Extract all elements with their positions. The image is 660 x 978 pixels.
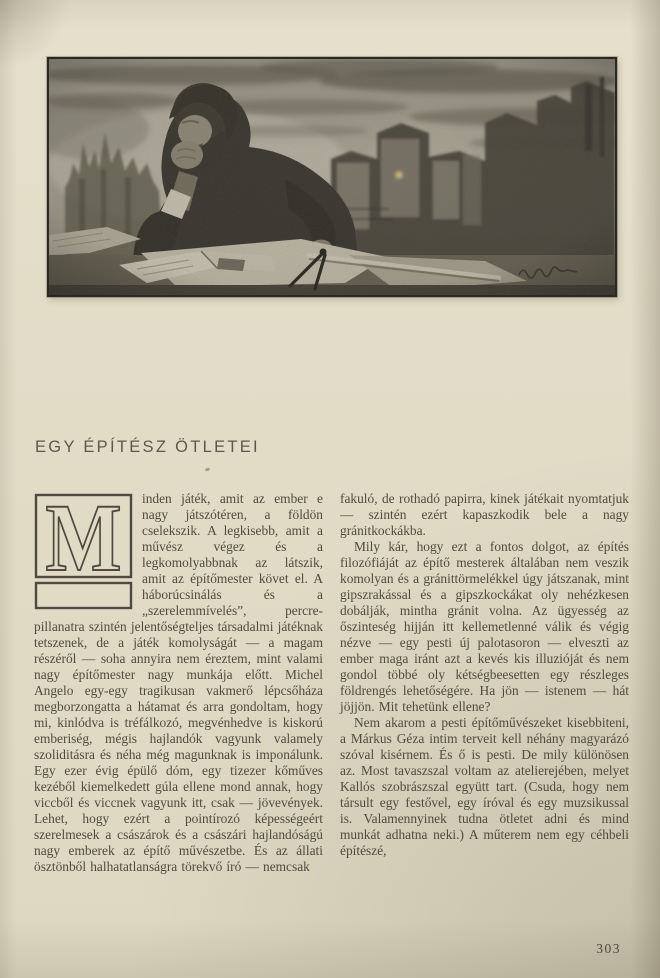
paragraph-nem-akarom: Nem akarom a pesti építőművészeket kisebbiteni, a Márkus Géza intim terveit kell néhány magyarázó szóval kisérnem. És ő is pesti. De mily különösen az. Most tavaszszal voltam az atelierejében, melyet Kallós szobrászszal együtt tart. (Csuda, hogy nem társult egy festővel, egy íróval és egy muzsikussal is. Valamennyinek tudna ötletet adni és mind munkát adhatna neki.) A műterem nem egy céhbeli építészé, bbox=[340, 715, 629, 858]
paragraph-mily-kar: Mily kár, hogy ezt a fontos dolgot, az építés filozófiáját az építő mesterek általában nem veszik komolyan és a gránittörmelékkel úgy játszanak, mint gipszrakással és a gipszkockákat oly nehézkesen dobálják, mintha gránit volna. Az ügyesség az őszinteség hijján itt kellemetlenné válik és végig nézve — egy pesti új palotasoron — elveszti az ember maga iránt azt a kevés kis illuzióját és nem gondol többé oly kétségbeesetten egy részleges földrengés lehetőségére. Ha jön — istenem — hát jöjjön. Mit tehetünk ellene? bbox=[340, 539, 629, 714]
paragraph-continuation: fakuló, de rothadó papirra, kinek játékait nyomtatjuk — szintén ezért kapaszkodik bele a nagy gránitkockákba. bbox=[340, 491, 629, 538]
headpiece-illustration bbox=[47, 57, 617, 297]
print-grain bbox=[49, 59, 615, 295]
drop-cap-initial bbox=[34, 493, 133, 610]
opening-paragraph-text: inden játék, amit az ember e nagy játszótéren, a földön cselekszik. A legkisebb, amit a művész végez és a legkomolyabbnak az látszik, amit az építőmester követ el. A háborúcsinálás és a „szerelemmívelés”, percre-pillanatra szintén jelentőségteljes társadalmi játéknak tetszenek, de a játék komolyságát — a magam részéről — soha annyira nem éreztem, mint valami nagy építőmester nagy munkája előtt. Michel Angelo egy-egy tragikusan vakmerő lépcsőháza megborzongatta a hátamat és arra gondoltam, hogy mi, kinlódva is tréfálkozó, megvénhedve is kiskorú emberiség, mégis hajlandók vagyunk valamely szoliditásra és néha még magunknak is imponálunk. Egy ezer évig épülő dóm, egy tizezer kőműves kezéből kiemelkedett gúla ellene mond annak, hogy viccből és viccnek vagyunk itt, csak — jövevények. Lehet, hogy ezért a pointírozó képességeért szerelmesek a császárok és a császári hajlandóságú nagy emberek az építő művészetbe. És az állati ösztönből halhatatlanságra törekvő író — nemcsak bbox=[34, 491, 323, 874]
architect-drawing bbox=[49, 59, 615, 295]
left-column bbox=[34, 491, 323, 875]
article-body bbox=[34, 491, 629, 875]
right-column bbox=[340, 491, 629, 875]
ink-speck bbox=[205, 467, 211, 472]
article-title: EGY ÉPÍTÉSZ ÖTLETEI bbox=[35, 438, 260, 456]
page-number: 303 bbox=[596, 941, 621, 956]
drop-cap-letter: M bbox=[45, 493, 122, 591]
